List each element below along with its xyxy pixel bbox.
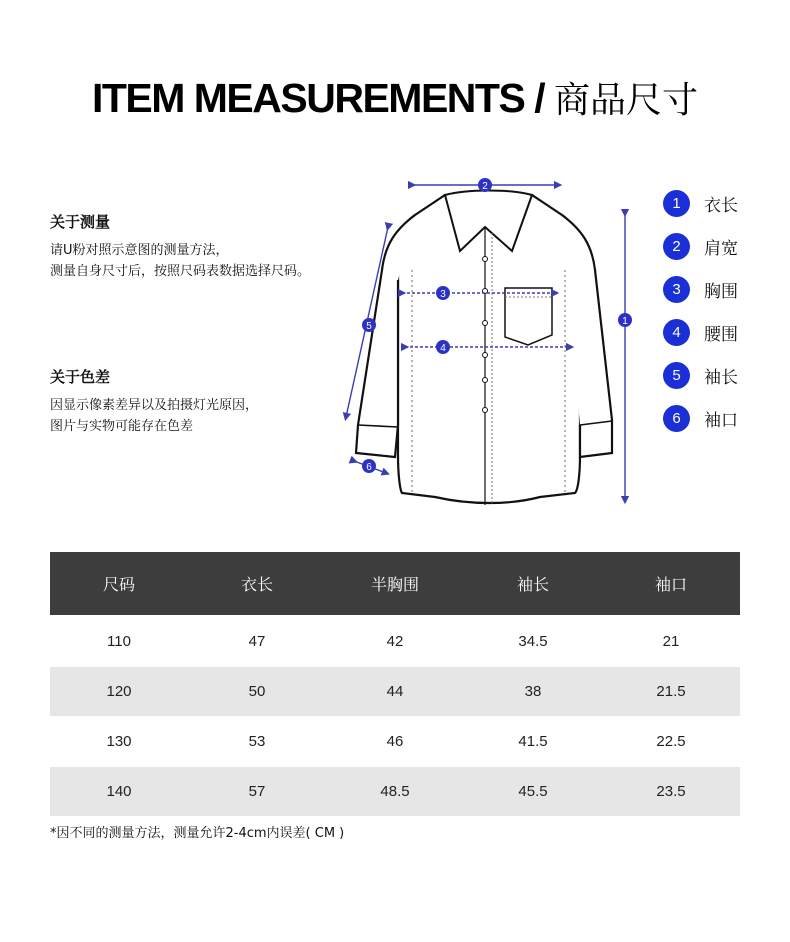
table-row [50, 616, 740, 667]
table-row [50, 667, 740, 717]
table-row [50, 717, 740, 767]
legend-label: 胸围 [704, 281, 738, 302]
cell-half-chest: 48.5 [326, 767, 464, 817]
measurement-note-body: 请U粉对照示意图的测量方法， 测量自身尺寸后，按照尺码表数据选择尺码。 [50, 243, 311, 279]
legend-item [663, 189, 738, 217]
column-header-half-chest: 半胸围 [326, 552, 464, 616]
legend-label: 肩宽 [704, 238, 738, 259]
title-cn: 商品尺寸 [554, 80, 699, 121]
column-header-cuff: 袖口 [602, 552, 740, 616]
legend-item [663, 361, 738, 389]
diagram-marker-2 [478, 178, 492, 192]
column-header-size: 尺码 [50, 552, 188, 616]
cell-half-chest: 46 [326, 717, 464, 767]
color-note [50, 366, 350, 437]
title-main: ITEM MEASUREMENTS [91, 75, 525, 121]
page-title [0, 72, 790, 123]
legend-item [663, 404, 738, 432]
svg-text:4: 4 [440, 343, 446, 354]
cell-length: 47 [188, 616, 326, 667]
cell-size: 130 [50, 717, 188, 767]
diagram-marker-4 [436, 340, 450, 354]
title-separator: / [534, 75, 545, 121]
legend-label: 袖口 [704, 410, 738, 431]
cell-half-chest: 44 [326, 667, 464, 717]
cell-sleeve-length: 34.5 [464, 616, 602, 667]
color-note-body: 因显示像素差异以及拍摄灯光原因， 图片与实物可能存在色差 [50, 398, 259, 434]
svg-text:2: 2 [482, 181, 488, 192]
cell-half-chest: 42 [326, 616, 464, 667]
cell-cuff: 23.5 [602, 767, 740, 817]
legend-label: 衣长 [704, 195, 738, 216]
cell-sleeve-length: 41.5 [464, 717, 602, 767]
cell-sleeve-length: 45.5 [464, 767, 602, 817]
color-note-heading: 关于色差 [50, 368, 111, 386]
cell-sleeve-length: 38 [464, 667, 602, 717]
cell-size: 140 [50, 767, 188, 817]
cell-length: 53 [188, 717, 326, 767]
column-header-sleeve-length: 袖长 [464, 552, 602, 616]
legend-label: 腰围 [704, 324, 738, 345]
legend-item [663, 318, 738, 346]
diagram-marker-1 [618, 313, 632, 327]
shirt-pocket [505, 288, 552, 345]
table-row [50, 767, 740, 817]
legend-number-badge: 2 [663, 233, 690, 260]
svg-text:1: 1 [622, 316, 628, 327]
legend-number-badge: 4 [663, 319, 690, 346]
measurement-footnote: *因不同的测量方法，测量允许2-4cm内误差( CM ) [50, 826, 345, 841]
cell-cuff: 21 [602, 616, 740, 667]
legend-item [663, 275, 738, 303]
diagram-marker-3 [436, 286, 450, 300]
measurement-legend [663, 189, 738, 447]
shirt-diagram [340, 175, 640, 515]
legend-label: 袖长 [704, 367, 738, 388]
svg-text:6: 6 [366, 462, 372, 473]
cell-size: 110 [50, 616, 188, 667]
column-header-length: 衣长 [188, 552, 326, 616]
svg-text:3: 3 [440, 289, 446, 300]
cell-size: 120 [50, 667, 188, 717]
size-table-header-row [50, 552, 740, 616]
measurement-note-heading: 关于测量 [50, 213, 111, 231]
shirt-body-outline [398, 195, 580, 503]
diagram-marker-6 [362, 459, 376, 473]
legend-number-badge: 6 [663, 405, 690, 432]
cell-length: 57 [188, 767, 326, 817]
cell-length: 50 [188, 667, 326, 717]
size-table [50, 552, 740, 816]
legend-item [663, 232, 738, 260]
svg-text:5: 5 [366, 321, 372, 332]
legend-number-badge: 3 [663, 276, 690, 303]
measurement-note [50, 211, 350, 282]
legend-number-badge: 1 [663, 190, 690, 217]
cell-cuff: 22.5 [602, 717, 740, 767]
diagram-marker-5 [362, 318, 376, 332]
legend-number-badge: 5 [663, 362, 690, 389]
cell-cuff: 21.5 [602, 667, 740, 717]
